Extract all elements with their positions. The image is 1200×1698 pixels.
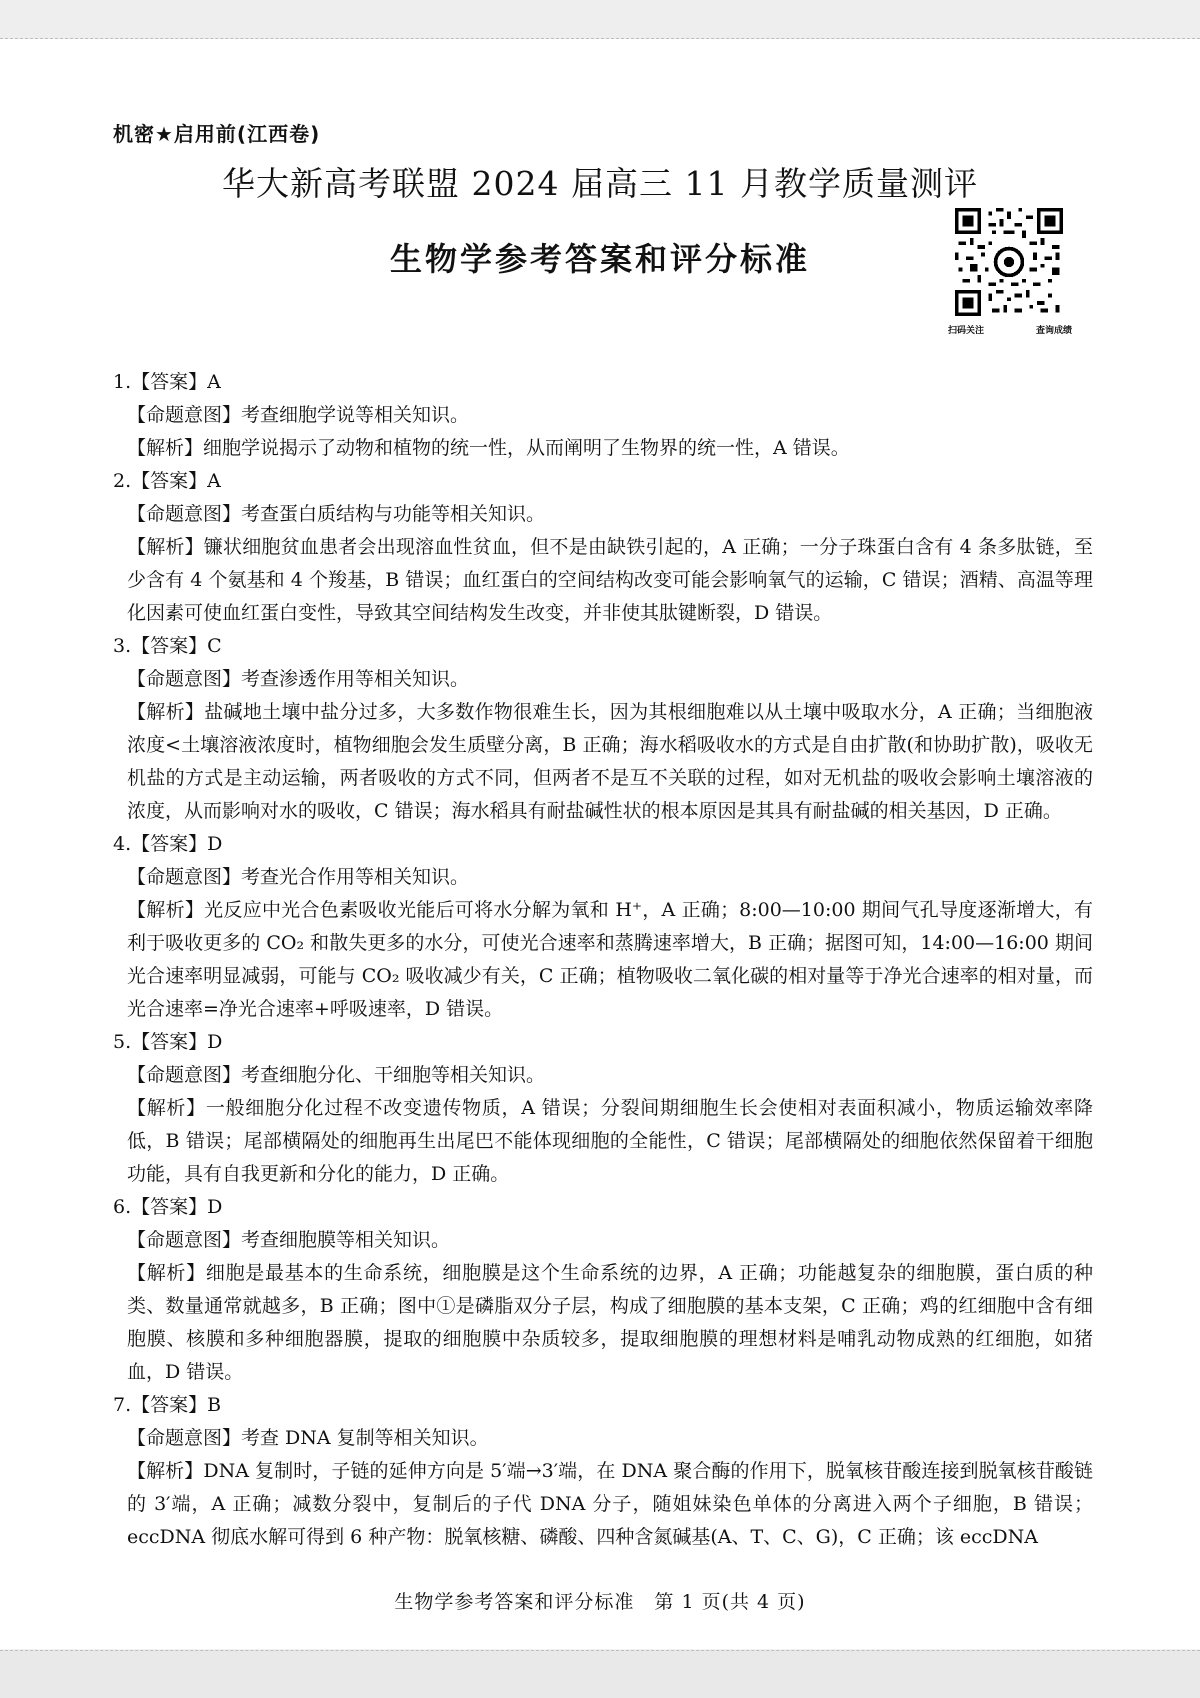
qr-caption	[948, 323, 1072, 336]
question-1	[113, 366, 1093, 465]
answer-line: 2.【答案】A	[113, 470, 221, 492]
page-footer: 生物学参考答案和评分标准 第 1 页(共 4 页)	[394, 1591, 806, 1613]
answer-line: 6.【答案】D	[113, 1196, 223, 1218]
question-5	[113, 1026, 1093, 1191]
question-6	[113, 1191, 1093, 1389]
answer-line: 3.【答案】C	[113, 635, 222, 657]
qr-code-icon	[955, 208, 1063, 316]
answer-line: 4.【答案】D	[113, 833, 223, 855]
intent-line: 【命题意图】考查细胞膜等相关知识。	[127, 1229, 451, 1251]
analysis-text: 【解析】细胞是最基本的生命系统，细胞膜是这个生命系统的边界，A 正确；功能越复杂的细胞膜，蛋白质的种类、数量通常就越多，B 正确；图中①是磷脂双分子层，构成了细胞膜的基本支架，C 正确；鸡的红细胞中含有细胞膜、核膜和多种细胞器膜，提取的细胞膜中杂质较多，提取细胞膜的理想材料是哺乳动物成熟的红细胞，如猪血，D 错误。	[127, 1262, 1093, 1383]
question-4	[113, 828, 1093, 1026]
answer-list	[113, 366, 1093, 1554]
question-7	[113, 1389, 1093, 1554]
top-page-edge	[0, 0, 1200, 39]
analysis-text: 【解析】镰状细胞贫血患者会出现溶血性贫血，但不是由缺铁引起的，A 正确；一分子珠蛋白含有 4 条多肽链，至少含有 4 个氨基和 4 个羧基，B 错误；血红蛋白的空间结构改变可能会影响氧气的运输，C 错误；酒精、高温等理化因素可使血红蛋白变性，导致其空间结构发生改变，并非使其肽键断裂，D 错误。	[127, 536, 1093, 624]
secret-label: 机密★启用前(江西卷)	[113, 122, 321, 146]
answer-line: 7.【答案】B	[113, 1394, 222, 1416]
sub-title: 生物学参考答案和评分标准	[389, 240, 810, 278]
intent-line: 【命题意图】考查细胞分化、干细胞等相关知识。	[127, 1064, 546, 1086]
qr-caption-score: 查询成绩	[1035, 326, 1072, 336]
intent-line: 【命题意图】考查光合作用等相关知识。	[127, 866, 470, 888]
analysis-text: 【解析】细胞学说揭示了动物和植物的统一性，从而阐明了生物界的统一性，A 错误。	[127, 437, 850, 459]
analysis-text: 【解析】DNA 复制时，子链的延伸方向是 5′端→3′端，在 DNA 聚合酶的作用下，脱氧核苷酸连接到脱氧核苷酸链的 3′端，A 正确；减数分裂中，复制后的子代 DNA 分子，随姐妹染色单体的分离进入两个子细胞，B 错误；eccDNA 彻底水解可得到 6 种产物：脱氧核糖、磷酸、四种含氮碱基(A、T、C、G)，C 正确；该 eccDNA	[127, 1460, 1093, 1548]
question-2	[113, 465, 1093, 630]
answer-line: 1.【答案】A	[113, 371, 221, 393]
intent-line: 【命题意图】考查渗透作用等相关知识。	[127, 668, 470, 690]
intent-line: 【命题意图】考查细胞学说等相关知识。	[127, 404, 470, 426]
intent-line: 【命题意图】考查蛋白质结构与功能等相关知识。	[127, 503, 546, 525]
main-title: 华大新高考联盟 2024 届高三 11 月教学质量测评	[222, 164, 978, 203]
question-3	[113, 630, 1093, 828]
answer-line: 5.【答案】D	[113, 1031, 223, 1053]
analysis-text: 【解析】光反应中光合色素吸收光能后可将水分解为氧和 H⁺，A 正确；8:00—10:00 期间气孔导度逐渐增大，有利于吸收更多的 CO₂ 和散失更多的水分，可使光合速率和蒸腾速率增大，B 正确；据图可知，14:00—16:00 期间光合速率明显减弱，可能与 CO₂ 吸收减少有关，C 正确；植物吸收二氧化碳的相对量等于净光合速率的相对量，而光合速率=净光合速率+呼吸速率，D 错误。	[127, 899, 1093, 1020]
qr-caption-follow: 扫码关注	[948, 326, 985, 336]
bottom-page-edge	[0, 1650, 1200, 1698]
analysis-text: 【解析】盐碱地土壤中盐分过多，大多数作物很难生长，因为其根细胞难以从土壤中吸取水分，A 正确；当细胞液浓度<土壤溶液浓度时，植物细胞会发生质壁分离，B 正确；海水稻吸收水的方式是自由扩散(和协助扩散)，吸收无机盐的方式是主动运输，两者吸收的方式不同，但两者不是互不关联的过程，如对无机盐的吸收会影响土壤溶液的浓度，从而影响对水的吸收，C 错误；海水稻具有耐盐碱性状的根本原因是其具有耐盐碱的相关基因，D 正确。	[127, 701, 1093, 822]
intent-line: 【命题意图】考查 DNA 复制等相关知识。	[127, 1427, 489, 1449]
analysis-text: 【解析】一般细胞分化过程不改变遗传物质，A 错误；分裂间期细胞生长会使相对表面积减小，物质运输效率降低，B 错误；尾部横隔处的细胞再生出尾巴不能体现细胞的全能性，C 错误；尾部横隔处的细胞依然保留着干细胞功能，具有自我更新和分化的能力，D 正确。	[127, 1097, 1093, 1185]
